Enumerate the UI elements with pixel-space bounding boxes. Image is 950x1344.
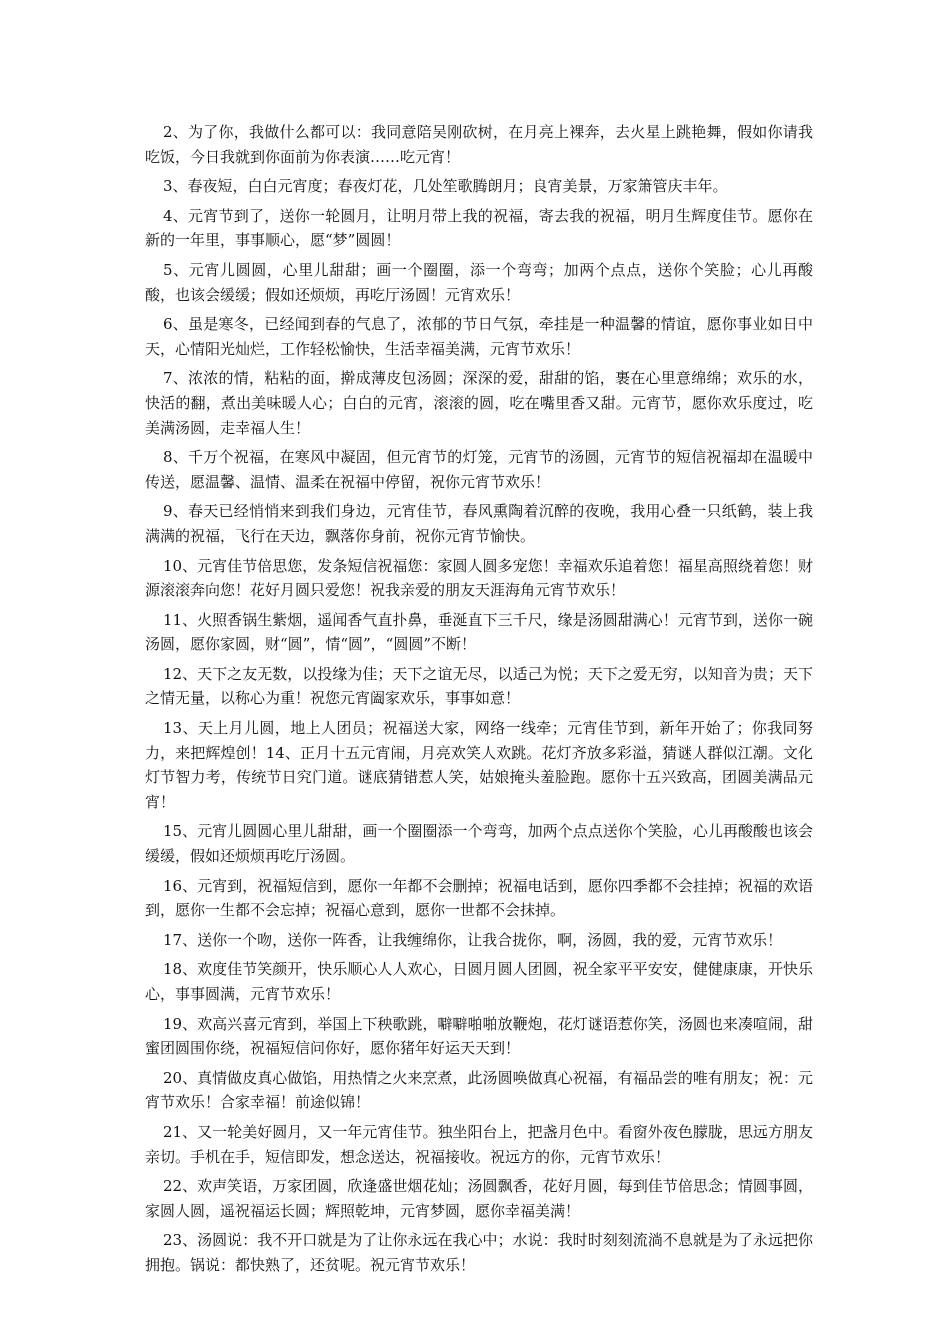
- paragraph-23: 23、汤圆说：我不开口就是为了让你永远在我心中；水说：我时时刻刻流淌不息就是为了永远把你拥抱。锅说：都快熟了，还贫呢。祝元宵节欢乐！: [145, 1231, 813, 1274]
- paragraph-16: 16、元宵到，祝福短信到，愿你一年都不会删掉；祝福电话到，愿你四季都不会挂掉；祝福的欢语到，愿你一生都不会忘掉；祝福心意到，愿你一世都不会抹掉。: [145, 876, 813, 920]
- paragraph-11: 11、火照香锅生紫烟，遥闻香气直扑鼻，垂涎直下三千尺，缘是汤圆甜满心！元宵节到，送你一碗汤圆，愿你家圆，财“圆”，情“圆”，“圆圆”不断！: [145, 610, 813, 654]
- paragraph-5: 5、元宵儿圆圆，心里儿甜甜；画一个圈圈，添一个弯弯；加两个点点，送你个笑脸；心儿再酸酸，也该会缓缓；假如还烦烦，再吃厅汤圆！元宵欢乐！: [145, 260, 813, 304]
- paragraph-15: 15、元宵儿圆圆心里儿甜甜，画一个圈圈添一个弯弯，加两个点点送你个笑脸，心儿再酸酸也该会缓缓，假如还烦烦再吃厅汤圆。: [145, 822, 813, 866]
- paragraph-13: 13、天上月儿圆，地上人团员；祝福送大家，网络一线牵；元宵佳节到，新年开始了；你我同努力，来把辉煌创！14、正月十五元宵闹，月亮欢笑人欢跳。花灯齐放多彩溢，猜谜人群似江潮。文化灯节智力考，传统节日究门道。谜底猜错惹人笑，姑娘掩头羞脸跑。愿你十五兴致高，团圆美满品元宵！: [145, 719, 813, 811]
- paragraph-22: 22、欢声笑语，万家团圆，欣逢盛世烟花灿；汤圆飘香，花好月圆，每到佳节倍思念；情圆事圆，家圆人圆，遥祝福运长圆；辉照乾坤，元宵梦圆，愿你幸福美满！: [145, 1177, 813, 1220]
- paragraph-17: 17、送你一个吻，送你一阵香，让我缠绵你，让我合拢你，啊，汤圆，我的爱，元宵节欢乐！: [163, 930, 783, 949]
- paragraph-21: 21、又一轮美好圆月，又一年元宵佳节。独坐阳台上，把盏月色中。看窗外夜色朦胧，思远方朋友亲切。手机在手，短信即发，想念送达，祝福接收。祝远方的你，元宵节欢乐！: [145, 1122, 813, 1166]
- paragraph-18: 18、欢度佳节笑颜开，快乐顺心人人欢心，日圆月圆人团圆，祝全家平平安安，健健康康，开快乐心，事事圆满，元宵节欢乐！: [145, 960, 813, 1003]
- paragraph-20: 20、真情做皮真心做馅，用热情之火来烹煮，此汤圆唤做真心祝福，有福品尝的唯有朋友；祝：元宵节欢乐！合家幸福！前途似锦！: [145, 1068, 813, 1112]
- paragraph-8: 8、千万个祝福，在寒风中凝固，但元宵节的灯笼，元宵节的汤圆，元宵节的短信祝福却在温暖中传送，愿温馨、温情、温柔在祝福中停留，祝你元宵节欢乐！: [145, 448, 813, 491]
- paragraph-7: 7、浓浓的情，粘粘的面，擀成薄皮包汤圆；深深的爱，甜甜的馅，裹在心里意绵绵；欢乐的水，快活的翻，煮出美味暖人心；白白的元宵，滚滚的圆，吃在嘴里香又甜。元宵节，愿你欢乐度过，吃美满汤圆，走幸福人生！: [145, 369, 813, 437]
- paragraph-12: 12、天下之友无数，以投缘为佳；天下之谊无尽，以适己为悦；天下之爱无穷，以知音为贵；天下之情无量，以称心为重！祝您元宵阖家欢乐，事事如意！: [145, 664, 813, 708]
- paragraph-4: 4、元宵节到了，送你一轮圆月，让明月带上我的祝福，寄去我的祝福，明月生辉度佳节。愿你在新的一年里，事事顺心，愿“梦”圆圆！: [145, 206, 813, 250]
- paragraph-9: 9、春天已经悄悄来到我们身边，元宵佳节，春风熏陶着沉醉的夜晚，我用心叠一只纸鹤，装上我满满的祝福，飞行在天边，飘落你身前，祝你元宵节愉快。: [145, 502, 813, 545]
- paragraph-3: 3、春夜短，白白元宵度；春夜灯花，几处笙歌腾朗月；良宵美景，万家箫管庆丰年。: [163, 177, 728, 196]
- document-body: [145, 120, 813, 1283]
- paragraph-10: 10、元宵佳节倍思您，发条短信祝福您：家圆人圆多宠您！幸福欢乐追着您！福星高照绕着您！财源滚滚奔向您！花好月圆只爱您！祝我亲爱的朋友天涯海角元宵节欢乐！: [145, 556, 813, 600]
- paragraph-6: 6、虽是寒冬，已经闻到春的气息了，浓郁的节日气氛，牵挂是一种温馨的情谊，愿你事业如日中天，心情阳光灿烂，工作轻松愉快，生活幸福美满，元宵节欢乐！: [145, 315, 813, 358]
- paragraph-19: 19、欢高兴喜元宵到，举国上下秧歌跳，噼噼啪啪放鞭炮，花灯谜语惹你笑，汤圆也来凑喧闹，甜蜜团圆围你绕，祝福短信问你好，愿你猪年好运天天到！: [145, 1014, 813, 1058]
- paragraph-2: 2、为了你，我做什么都可以：我同意陪吴刚砍树，在月亮上裸奔，去火星上跳艳舞，假如你请我吃饭，今日我就到你面前为你表演……吃元宵！: [145, 123, 813, 166]
